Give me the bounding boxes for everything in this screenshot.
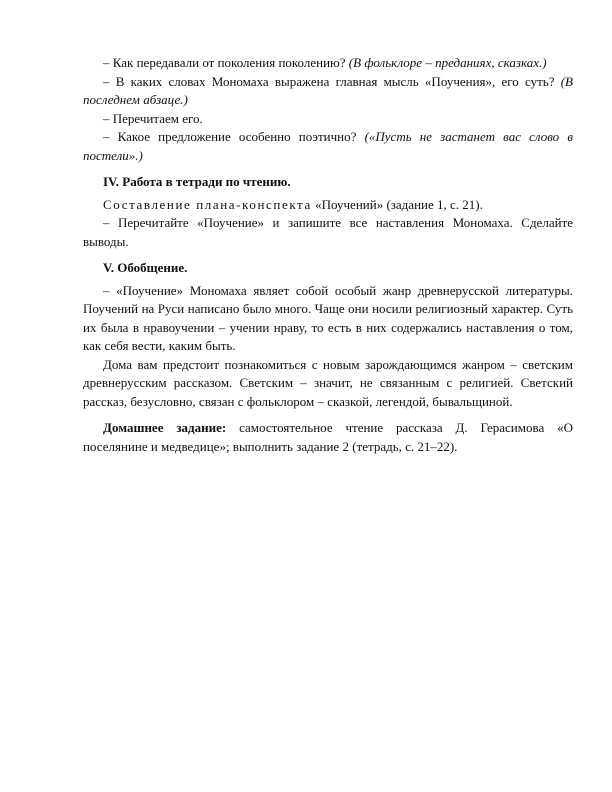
- section-5-heading: V. Обобщение.: [103, 260, 188, 275]
- section-5-paragraph-1: – «Поучение» Мономаха являет собой особый жанр древнерусской литературы. Поучений на Руси написано было много. Чаще они носили религиозный характер. Суть их была в нравоучении – учении нраву, то есть в них содержались наставления о том, как себя вести, каким быть.: [83, 282, 573, 353]
- homework-text: самостоятельное чтение рассказа Д. Герасимова «О поселянине и медведице»; выполнить задание 2 (тетрадь, с. 21–22).: [83, 420, 573, 454]
- question-4: [83, 128, 573, 165]
- question-1-answer: (В фольклоре – преданиях, сказках.): [348, 55, 547, 70]
- question-1-text: – Как передавали от поколения поколению?: [103, 55, 349, 70]
- section-4-instruction: – Перечитайте «Поучение» и запишите все наставления Мономаха. Сделайте выводы.: [83, 215, 573, 249]
- homework-label: Домашнее задание:: [103, 420, 227, 435]
- question-3-text: – Перечитаем его.: [103, 110, 203, 126]
- homework-paragraph: [83, 419, 573, 456]
- section-4-task: [83, 196, 573, 215]
- question-1: [83, 54, 573, 73]
- section-5-paragraph-2: Дома вам предстоит познакомиться с новым зарождающимся жанром – светским древнерусским рассказом. Светским – значит, не связанным с религией. Светский рассказ, безусловно, связан с фольклором – сказкой, легендой, бывальщиной.: [83, 356, 573, 409]
- question-2-text: – В каких словах Мономаха выражена главная мысль «Поучения», его суть?: [103, 73, 561, 89]
- section-4-task-rest: «Поучений» (задание 1, с. 21).: [311, 196, 483, 212]
- question-4-text: – Какое предложение особенно поэтично?: [103, 129, 365, 144]
- question-2: [83, 73, 573, 110]
- question-3: [83, 110, 573, 129]
- question-4-answer: («Пусть не застанет вас слово в постели».): [83, 129, 573, 163]
- section-4-task-spaced: Составление плана-конспекта: [103, 196, 312, 212]
- section-4-heading: IV. Работа в тетради по чтению.: [103, 174, 291, 189]
- question-2-answer: (В последнем абзаце.): [83, 73, 573, 107]
- document-page: [83, 54, 573, 456]
